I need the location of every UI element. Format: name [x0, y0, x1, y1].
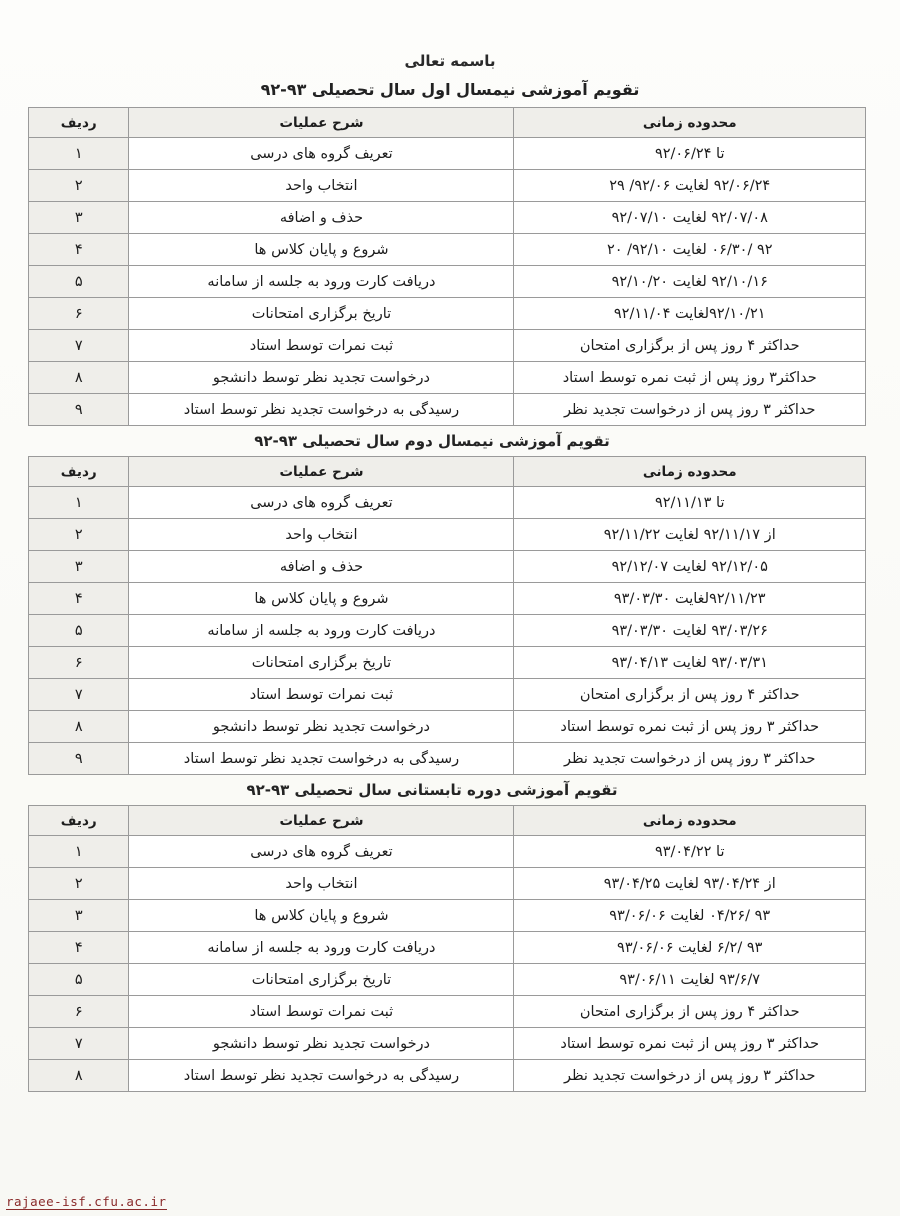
cell-rowno: ۲ — [29, 519, 129, 551]
cell-time: حداکثر ۴ روز پس از برگزاری امتحان — [514, 330, 866, 362]
table-header-row — [29, 457, 866, 487]
cell-rowno: ۴ — [29, 234, 129, 266]
cell-desc: رسیدگی به درخواست تجدید نظر توسط استاد — [129, 1060, 514, 1092]
table-row — [29, 298, 866, 330]
cell-time: ۹۲/۱۰/۲۱لغایت ۹۲/۱۱/۰۴ — [514, 298, 866, 330]
cell-desc: تاریخ برگزاری امتحانات — [129, 647, 514, 679]
summer-term-table-wrap — [0, 805, 900, 1092]
cell-time: حداکثر ۳ روز پس از درخواست تجدید نظر — [514, 743, 866, 775]
cell-desc: انتخاب واحد — [129, 519, 514, 551]
table-row — [29, 170, 866, 202]
table-row — [29, 900, 866, 932]
cell-time: حداکثر ۴ روز پس از برگزاری امتحان — [514, 996, 866, 1028]
cell-time: ۹۳ /۰۴/۲۶ لغایت ۹۳/۰۶/۰۶ — [514, 900, 866, 932]
cell-desc: تعریف گروه های درسی — [129, 487, 514, 519]
cell-time: حداکثر۳ روز پس از ثبت نمره توسط استاد — [514, 362, 866, 394]
cell-desc: ثبت نمرات توسط استاد — [129, 679, 514, 711]
cell-rowno: ۵ — [29, 964, 129, 996]
cell-rowno: ۲ — [29, 868, 129, 900]
cell-desc: تعریف گروه های درسی — [129, 836, 514, 868]
col-header-desc: شرح عملیات — [129, 108, 514, 138]
page-title: تقویم آموزشی نیمسال اول سال تحصیلی ۹۳-۹۲ — [260, 80, 640, 99]
cell-time: از ۹۲/۱۱/۱۷ لغایت ۹۲/۱۱/۲۲ — [514, 519, 866, 551]
col-header-time: محدوده زمانی — [514, 806, 866, 836]
cell-rowno: ۷ — [29, 679, 129, 711]
cell-time: حداکثر ۴ روز پس از برگزاری امتحان — [514, 679, 866, 711]
cell-rowno: ۸ — [29, 362, 129, 394]
cell-rowno: ۱ — [29, 836, 129, 868]
cell-time: تا ۹۳/۰۴/۲۲ — [514, 836, 866, 868]
cell-time: حداکثر ۳ روز پس از درخواست تجدید نظر — [514, 1060, 866, 1092]
cell-desc: شروع و پایان کلاس ها — [129, 234, 514, 266]
cell-desc: تاریخ برگزاری امتحانات — [129, 298, 514, 330]
cell-time: حداکثر ۳ روز پس از ثبت نمره توسط استاد — [514, 711, 866, 743]
col-header-row: ردیف — [29, 108, 129, 138]
cell-rowno: ۶ — [29, 996, 129, 1028]
table-row — [29, 519, 866, 551]
cell-desc: دریافت کارت ورود به جلسه از سامانه — [129, 932, 514, 964]
table-row — [29, 964, 866, 996]
cell-desc: رسیدگی به درخواست تجدید نظر توسط استاد — [129, 394, 514, 426]
table-row — [29, 679, 866, 711]
table-row — [29, 647, 866, 679]
cell-time: ۹۲/۱۱/۲۳لغایت ۹۳/۰۳/۳۰ — [514, 583, 866, 615]
semester-two-table-wrap — [0, 456, 900, 775]
cell-rowno: ۳ — [29, 900, 129, 932]
cell-desc: انتخاب واحد — [129, 170, 514, 202]
cell-rowno: ۶ — [29, 647, 129, 679]
cell-time: ۹۳/۰۳/۳۱ لغایت ۹۳/۰۴/۱۳ — [514, 647, 866, 679]
cell-time: ۹۳/۶/۷ لغایت ۹۳/۰۶/۱۱ — [514, 964, 866, 996]
cell-desc: ثبت نمرات توسط استاد — [129, 996, 514, 1028]
cell-desc: حذف و اضافه — [129, 551, 514, 583]
cell-desc: شروع و پایان کلاس ها — [129, 583, 514, 615]
table-row — [29, 1060, 866, 1092]
cell-time: حداکثر ۳ روز پس از درخواست تجدید نظر — [514, 394, 866, 426]
cell-rowno: ۸ — [29, 711, 129, 743]
cell-desc: درخواست تجدید نظر توسط دانشجو — [129, 362, 514, 394]
cell-time: تا ۹۲/۰۶/۲۴ — [514, 138, 866, 170]
table-row — [29, 583, 866, 615]
semester-two-table — [28, 456, 866, 775]
cell-time: ۹۲/۱۲/۰۵ لغایت ۹۲/۱۲/۰۷ — [514, 551, 866, 583]
cell-time: ۹۳/۰۳/۲۶ لغایت ۹۳/۰۳/۳۰ — [514, 615, 866, 647]
cell-rowno: ۹ — [29, 394, 129, 426]
cell-rowno: ۳ — [29, 202, 129, 234]
cell-time: ۹۲/۰۷/۰۸ لغایت ۹۲/۰۷/۱۰ — [514, 202, 866, 234]
table-row — [29, 615, 866, 647]
cell-desc: رسیدگی به درخواست تجدید نظر توسط استاد — [129, 743, 514, 775]
col-header-desc: شرح عملیات — [129, 457, 514, 487]
table-row — [29, 711, 866, 743]
cell-rowno: ۴ — [29, 583, 129, 615]
cell-rowno: ۴ — [29, 932, 129, 964]
cell-rowno: ۸ — [29, 1060, 129, 1092]
semester-one-table-wrap — [0, 107, 900, 426]
cell-rowno: ۱ — [29, 487, 129, 519]
table-row — [29, 932, 866, 964]
semester-one-table — [28, 107, 866, 426]
table-row — [29, 202, 866, 234]
table-row — [29, 996, 866, 1028]
cell-desc: دریافت کارت ورود به جلسه از سامانه — [129, 266, 514, 298]
table-row — [29, 868, 866, 900]
cell-rowno: ۶ — [29, 298, 129, 330]
cell-desc: تعریف گروه های درسی — [129, 138, 514, 170]
cell-desc: دریافت کارت ورود به جلسه از سامانه — [129, 615, 514, 647]
table-row — [29, 551, 866, 583]
col-header-time: محدوده زمانی — [514, 108, 866, 138]
cell-desc: شروع و پایان کلاس ها — [129, 900, 514, 932]
table-row — [29, 138, 866, 170]
document-header — [0, 0, 900, 99]
bismillah-line: باسمه تعالی — [404, 52, 496, 70]
site-watermark: rajaee-isf.cfu.ac.ir — [6, 1194, 167, 1209]
table-row — [29, 330, 866, 362]
cell-rowno: ۲ — [29, 170, 129, 202]
col-header-desc: شرح عملیات — [129, 806, 514, 836]
summer-term-table — [28, 805, 866, 1092]
cell-time: ۹۲ /۰۶/۳۰ لغایت ۹۲/۱۰/ ۲۰ — [514, 234, 866, 266]
cell-desc: ثبت نمرات توسط استاد — [129, 330, 514, 362]
table-row — [29, 743, 866, 775]
cell-rowno: ۵ — [29, 615, 129, 647]
cell-rowno: ۳ — [29, 551, 129, 583]
table-row — [29, 234, 866, 266]
table-row — [29, 1028, 866, 1060]
cell-rowno: ۵ — [29, 266, 129, 298]
cell-time: تا ۹۲/۱۱/۱۳ — [514, 487, 866, 519]
table-header-row — [29, 108, 866, 138]
table-row — [29, 836, 866, 868]
cell-time: ۹۲/۰۶/۲۴ لغایت ۹۲/۰۶/ ۲۹ — [514, 170, 866, 202]
table-row — [29, 266, 866, 298]
col-header-row: ردیف — [29, 457, 129, 487]
table-header-row — [29, 806, 866, 836]
col-header-time: محدوده زمانی — [514, 457, 866, 487]
cell-time: ۹۲/۱۰/۱۶ لغایت ۹۲/۱۰/۲۰ — [514, 266, 866, 298]
cell-desc: حذف و اضافه — [129, 202, 514, 234]
cell-desc: درخواست تجدید نظر توسط دانشجو — [129, 1028, 514, 1060]
cell-desc: درخواست تجدید نظر توسط دانشجو — [129, 711, 514, 743]
cell-rowno: ۱ — [29, 138, 129, 170]
cell-time: حداکثر ۳ روز پس از ثبت نمره توسط استاد — [514, 1028, 866, 1060]
table-row — [29, 487, 866, 519]
cell-time: از ۹۳/۰۴/۲۴ لغایت ۹۳/۰۴/۲۵ — [514, 868, 866, 900]
cell-rowno: ۷ — [29, 1028, 129, 1060]
cell-rowno: ۹ — [29, 743, 129, 775]
table-row — [29, 362, 866, 394]
section-title-summer-term: تقویم آموزشی دوره تابستانی سال تحصیلی ۹۳-۹۲ — [246, 781, 618, 799]
table-row — [29, 394, 866, 426]
section-title-semester-two: تقویم آموزشی نیمسال دوم سال تحصیلی ۹۳-۹۲ — [254, 432, 610, 450]
cell-time: ۹۳ /۶/۲ لغایت ۹۳/۰۶/۰۶ — [514, 932, 866, 964]
col-header-row: ردیف — [29, 806, 129, 836]
cell-desc: تاریخ برگزاری امتحانات — [129, 964, 514, 996]
cell-desc: انتخاب واحد — [129, 868, 514, 900]
cell-rowno: ۷ — [29, 330, 129, 362]
